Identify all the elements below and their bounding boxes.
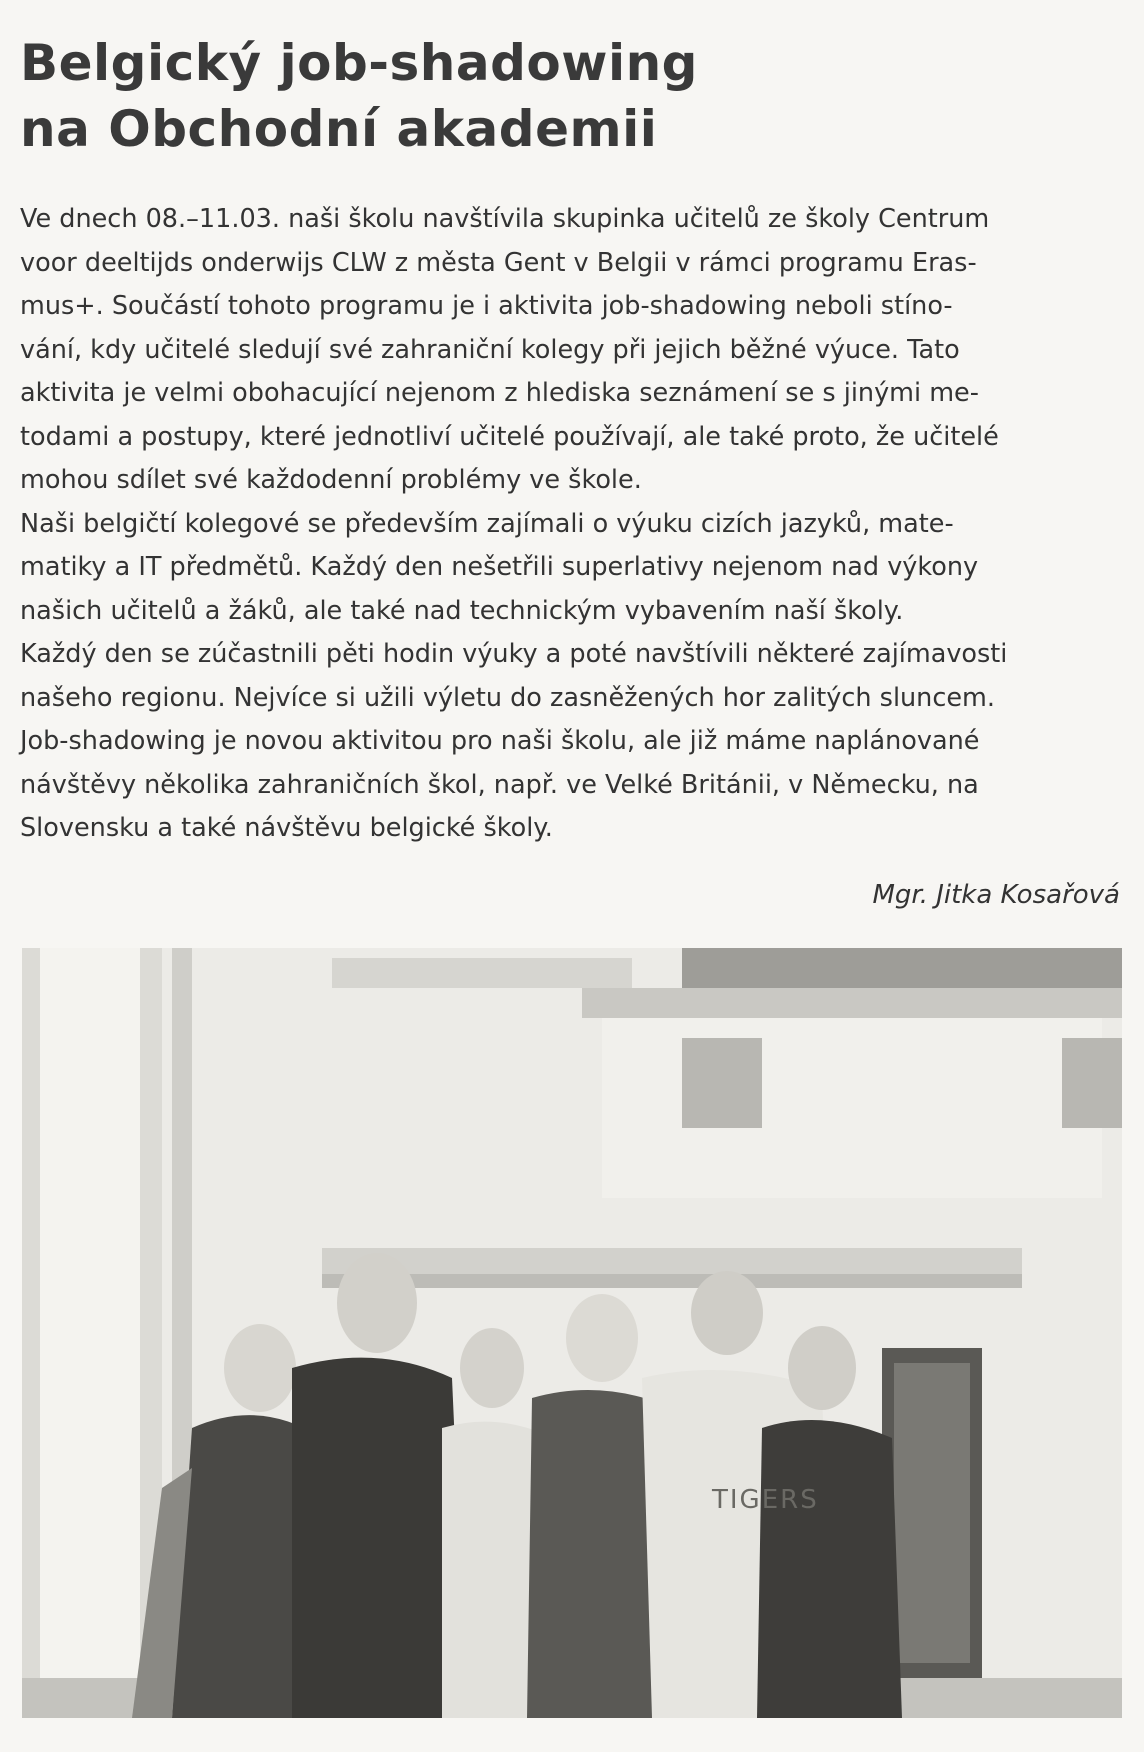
group-photo-illustration: [22, 948, 1122, 1718]
group-photo: [22, 948, 1122, 1718]
title-line-2: na Obchodní akademii: [20, 100, 658, 158]
title-line-1: Belgický job-shadowing: [20, 34, 698, 92]
body-line: našich učitelů a žáků, ale také nad technickým vybavením naší školy.: [20, 595, 904, 626]
body-line: návštěvy několika zahraničních škol, např. ve Velké Británii, v Německu, na: [20, 769, 979, 800]
body-line: aktivita je velmi obohacující nejenom z hlediska seznámení se s jinými me-: [20, 378, 979, 408]
body-line: todami a postupy, které jednotliví učitelé používají, ale také proto, že učitelé: [20, 421, 999, 452]
body-line: mus+. Součástí tohoto programu je i aktivita job-shadowing neboli stíno-: [20, 291, 953, 321]
body-line: Job-shadowing je novou aktivitou pro naši školu, ale již máme naplánované: [20, 726, 980, 756]
shirt-text: TIGERS: [712, 1485, 819, 1515]
body-line: matiky a IT předmětů. Každý den nešetřili superlativy nejenom nad výkony: [20, 552, 979, 582]
article-author: Mgr. Jitka Kosařová: [872, 880, 1120, 910]
article-body: [20, 198, 1120, 851]
body-line: Každý den se zúčastnili pěti hodin výuky a poté navštívili některé zajímavosti: [20, 639, 1008, 669]
article-title: [20, 30, 1120, 162]
body-line: našeho regionu. Nejvíce si užili výletu do zasněžených hor zalitých sluncem.: [20, 682, 996, 713]
body-line: voor deeltijds onderwijs CLW z města Gent v Belgii v rámci programu Eras-: [20, 247, 977, 278]
body-line: mohou sdílet své každodenní problémy ve škole.: [20, 465, 642, 495]
body-line: Naši belgičtí kolegové se především zajímali o výuku cizích jazyků, mate-: [20, 508, 954, 539]
body-line: vání, kdy učitelé sledují své zahraniční kolegy při jejich běžné výuce. Tato: [20, 334, 960, 365]
body-line: Ve dnech 08.–11.03. naši školu navštívila skupinka učitelů ze školy Centrum: [20, 204, 990, 234]
body-line: Slovensku a také návštěvu belgické školy.: [20, 813, 553, 843]
